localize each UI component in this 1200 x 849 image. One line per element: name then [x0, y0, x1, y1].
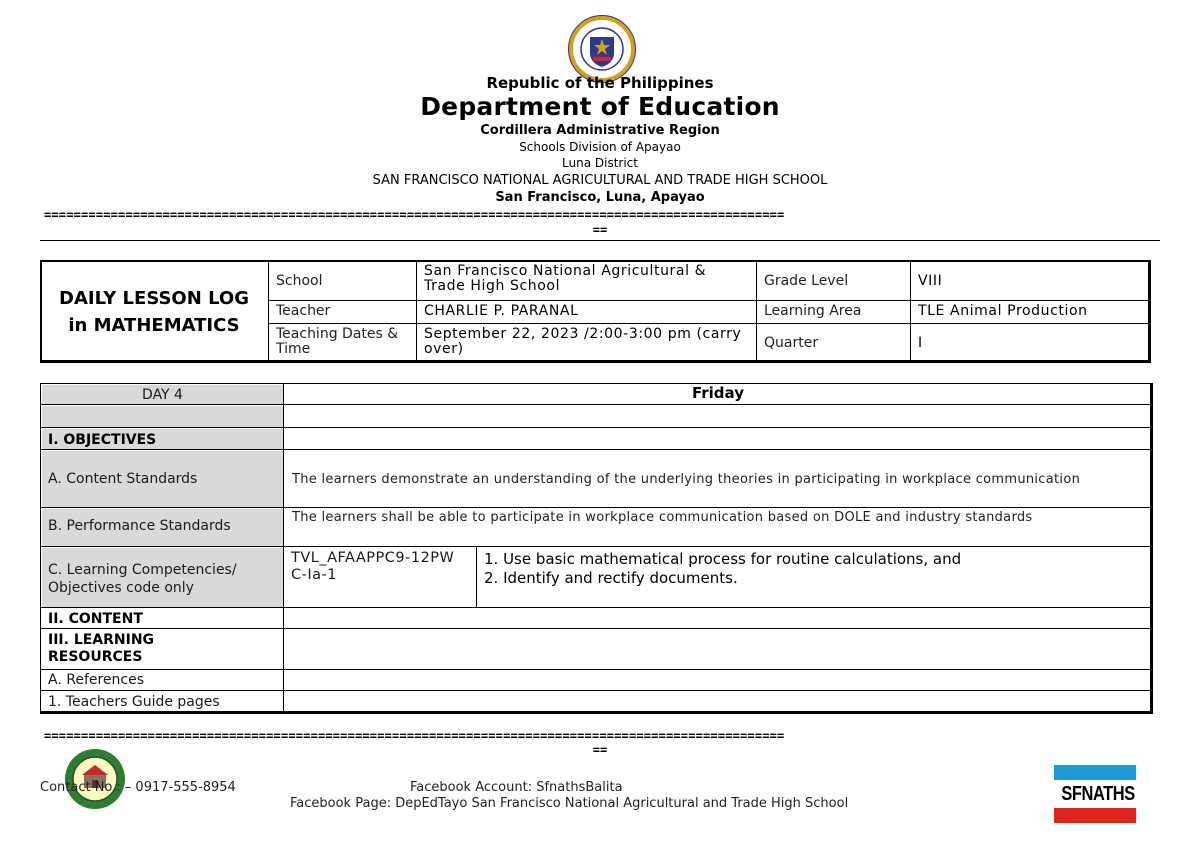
school-label: School: [276, 274, 323, 289]
lesson-divider: [41, 404, 1151, 405]
logo-red-band: [1054, 808, 1136, 823]
school-seal-logo: [62, 748, 128, 810]
lesson-divider: [41, 669, 1151, 670]
weekday-heading: Friday: [691, 384, 744, 402]
department-heading: Department of Education: [420, 92, 780, 121]
teacher-value: CHARLIE P. PARANAL: [424, 304, 579, 319]
footer-separator: ====================================================================================================: [44, 729, 785, 743]
info-divider: [268, 300, 1150, 301]
objectives-heading: I. OBJECTIVES: [48, 432, 157, 448]
facebook-page: Facebook Page: DepEdTayo San Francisco National Agricultural and Trade High School: [290, 796, 849, 811]
header-divider: [40, 240, 1160, 241]
quarter-value: I: [918, 336, 923, 351]
references-label: A. References: [48, 672, 145, 688]
grade-level-label: Grade Level: [764, 274, 849, 289]
content-standards-label: A. Content Standards: [48, 471, 198, 487]
header-separator: ====================================================================================================: [44, 208, 785, 222]
teachers-guide-label: 1. Teachers Guide pages: [48, 694, 220, 710]
info-divider: [268, 260, 269, 362]
grade-level-value: VIII: [918, 274, 943, 289]
lesson-divider: [41, 449, 1151, 450]
learning-area-value: TLE Animal Production: [918, 304, 1088, 319]
lesson-divider: [41, 690, 1151, 691]
division-heading: Schools Division of Apayao: [519, 140, 681, 154]
footer-separator-tail: ==: [592, 743, 608, 757]
teacher-label: Teacher: [276, 304, 331, 319]
lesson-divider: [41, 628, 1151, 629]
info-divider: [416, 260, 417, 362]
competency-item-1: 1. Use basic mathematical process for routine calculations, and: [484, 550, 962, 568]
info-divider: [268, 323, 1150, 324]
content-heading: II. CONTENT: [48, 611, 143, 627]
lesson-divider: [41, 507, 1151, 508]
performance-standards-label: B. Performance Standards: [48, 518, 231, 534]
shade-cell: [42, 406, 283, 427]
region-heading: Cordillera Administrative Region: [480, 123, 720, 138]
school-value: San Francisco National Agricultural & Trade High School: [424, 264, 707, 294]
competency-code: TVL_AFAAPPC9-12PWC-Ia-1: [291, 550, 455, 583]
facebook-account: Facebook Account: SfnathsBalita: [410, 780, 623, 795]
republic-heading: Republic of the Philippines: [486, 74, 714, 92]
teaching-dates-label: Teaching Dates & Time: [276, 327, 399, 357]
address-heading: San Francisco, Luna, Apayao: [495, 190, 705, 205]
learning-resources-heading: III. LEARNING RESOURCES: [48, 632, 155, 665]
log-title: [40, 260, 268, 363]
lesson-divider: [41, 427, 1151, 428]
school-heading: SAN FRANCISCO NATIONAL AGRICULTURAL AND TRADE HIGH SCHOOL: [372, 173, 828, 188]
competencies-label: C. Learning Competencies/ Objectives code only: [48, 562, 237, 596]
lesson-divider: [41, 546, 1151, 547]
sfnaths-logo: [1054, 765, 1136, 823]
header-separator-tail: ==: [592, 223, 608, 237]
quarter-label: Quarter: [764, 336, 819, 351]
info-divider: [756, 260, 757, 362]
lesson-divider: [476, 547, 477, 607]
lesson-divider: [41, 607, 1151, 608]
competency-item-2: 2. Identify and rectify documents.: [484, 569, 738, 587]
performance-standards-value: The learners shall be able to participate in workplace communication based on DOLE and industry standards: [292, 510, 1033, 525]
lesson-divider: [283, 384, 284, 712]
content-standards-value: The learners demonstrate an understanding of the underlying theories in participating in workplace communication: [292, 472, 1081, 487]
learning-area-label: Learning Area: [764, 304, 862, 319]
sfnaths-logo-text: SFNATHS: [1061, 783, 1135, 805]
logo-blue-band: [1054, 765, 1136, 780]
deped-seal-logo: [563, 15, 641, 83]
log-title-text: DAILY LESSON LOG in MATHEMATICS: [59, 287, 249, 336]
teaching-dates-value: September 22, 2023 /2:00-3:00 pm (carry over): [424, 327, 742, 357]
district-heading: Luna District: [562, 156, 638, 170]
info-divider: [910, 260, 911, 362]
contact-number: Contact No.: – 0917-555-8954: [40, 780, 236, 795]
day-label: DAY 4: [142, 387, 183, 403]
